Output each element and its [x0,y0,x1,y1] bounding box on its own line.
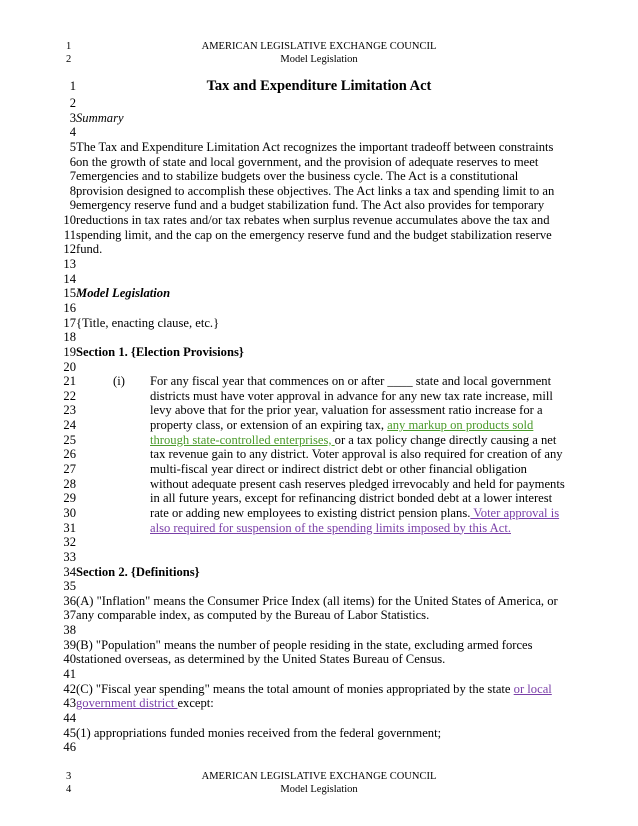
document-title: Tax and Expenditure Limitation Act [206,78,432,94]
line-number: 18 [63,330,76,345]
line-14 [0,272,638,287]
inserted-text-purple: government district [76,696,178,711]
line-number: 41 [63,666,76,681]
line-38 [0,623,638,638]
line-19 [0,345,638,360]
summary-heading: Summary [76,110,124,125]
definition-text [76,682,552,697]
line-number: 23 [63,403,76,418]
section-1-text: without adequate present cash reserves pledged irrevocably and held for payments [150,476,565,491]
line-number: 11 [63,227,76,242]
line-number: 14 [63,271,76,286]
line-31 [0,521,638,536]
line-number: 3 [69,110,76,125]
line-6 [0,155,638,170]
line-9 [0,198,638,213]
line-number: 35 [63,579,76,594]
line-3 [0,111,638,126]
summary-text: fund. [76,242,103,257]
definition-text: (1) appropriations funded monies received from the federal government; [76,725,442,740]
line-26 [0,447,638,462]
line-5 [0,140,638,155]
line-2 [0,96,638,111]
line-number: 33 [63,549,76,564]
line-39 [0,638,638,653]
document-body [0,76,638,755]
line-number: 42 [63,681,76,696]
line-number: 20 [63,359,76,374]
line-number: 4 [69,125,76,140]
line-7 [0,169,638,184]
line-17 [0,316,638,331]
section-1-text [150,418,533,433]
section-1-text [150,506,559,521]
line-number: 38 [63,623,76,638]
footer-subtitle: Model Legislation [280,784,358,795]
line-44 [0,711,638,726]
inserted-text-green: through state-controlled enterprises, [150,432,335,447]
footer-line-number: 4 [66,784,72,795]
line-number: 10 [63,213,76,228]
line-number: 29 [63,491,76,506]
line-36 [0,594,638,609]
model-legislation-heading: Model Legislation [76,286,171,301]
summary-text: emergencies and to stabilize budgets over the business cycle. The Act is a constitutional [76,169,519,184]
text-run: except: [177,696,214,711]
line-45 [0,726,638,741]
line-30 [0,506,638,521]
definition-text: any comparable index, as computed by the Bureau of Labor Statistics. [76,608,430,623]
line-number: 45 [63,725,76,740]
line-34 [0,565,638,580]
line-number: 27 [63,462,76,477]
line-40 [0,652,638,667]
header-line-number: 2 [66,54,72,65]
line-22 [0,389,638,404]
line-number: 2 [69,96,76,110]
text-run: property class, or extension of an expiring tax, [150,418,388,433]
summary-text: spending limit, and the cap on the emergency reserve fund and the budget stabilization reserve [76,227,552,242]
line-37 [0,608,638,623]
definition-text: (B) "Population" means the number of people residing in the state, excluding armed forces [76,637,533,652]
inserted-text-purple: also required for suspension of the spending limits imposed by this Act. [150,520,511,535]
subsection-marker: (i) [113,374,125,389]
line-number: 21 [63,374,76,389]
section-1-text: For any fiscal year that commences on or after ____ state and local government [150,374,552,389]
line-13 [0,257,638,272]
header-subtitle: Model Legislation [280,54,358,65]
summary-text: The Tax and Expenditure Limitation Act recognizes the important tradeoff between constraints [76,139,554,154]
definition-text: (A) "Inflation" means the Consumer Price Index (all items) for the United States of America, or [76,593,558,608]
inserted-text-purple: Voter approval is [470,505,560,520]
line-12 [0,242,638,257]
line-number: 36 [63,593,76,608]
line-21 [0,374,638,389]
definition-text [76,696,214,711]
line-46 [0,740,638,755]
line-25 [0,433,638,448]
enacting-clause: {Title, enacting clause, etc.} [76,315,220,330]
line-11 [0,228,638,243]
line-number: 16 [63,300,76,315]
summary-text: on the growth of state and local government, and the provision of adequate reserves to meet [76,154,539,169]
summary-text: emergency reserve fund and a budget stabilization fund. The Act also provides for temporary [76,198,545,213]
text-run: (C) "Fiscal year spending" means the total amount of monies appropriated by the state [76,681,514,696]
line-number: 8 [69,183,76,198]
line-number: 25 [63,432,76,447]
line-number: 9 [69,198,76,213]
line-number: 32 [63,535,76,550]
line-number: 34 [63,564,76,579]
line-number: 13 [63,257,76,272]
line-35 [0,579,638,594]
line-10 [0,213,638,228]
footer-line-number: 3 [66,771,72,782]
line-number: 22 [63,388,76,403]
line-33 [0,550,638,565]
line-8 [0,184,638,199]
line-number: 26 [63,447,76,462]
line-number: 12 [63,242,76,257]
line-number: 40 [63,652,76,667]
line-18 [0,330,638,345]
summary-text: reductions in tax rates and/or tax rebates when surplus revenue accumulates above the tax and [76,213,550,228]
summary-text: provision designed to accomplish these objectives. The Act links a tax and spending limit to an [76,183,555,198]
line-20 [0,360,638,375]
line-number: 30 [63,505,76,520]
text-run: or a tax policy change directly causing a net [334,432,557,447]
section-1-text: multi-fiscal year direct or indirect district debt or other financial obligation [150,462,527,477]
line-number: 37 [63,608,76,623]
section-1-heading: Section 1. {Election Provisions} [76,344,244,359]
line-number: 7 [69,169,76,184]
line-28 [0,477,638,492]
line-27 [0,462,638,477]
header-org: AMERICAN LEGISLATIVE EXCHANGE COUNCIL [201,41,437,52]
line-42 [0,682,638,697]
section-1-text: tax revenue gain to any district. Voter approval is also required for creation of any [150,447,563,462]
line-15 [0,286,638,301]
line-number: 31 [63,520,76,535]
line-number: 19 [63,344,76,359]
line-number: 46 [63,740,76,755]
line-41 [0,667,638,682]
line-number: 15 [63,286,76,301]
definition-text: stationed overseas, as determined by the United States Bureau of Census. [76,652,446,667]
line-number: 39 [63,637,76,652]
footer-org: AMERICAN LEGISLATIVE EXCHANGE COUNCIL [201,771,437,782]
section-1-text: in all future years, except for refinancing district bonded debt at a lower interest [150,491,553,506]
header-line-number: 1 [66,41,72,52]
line-number: 24 [63,418,76,433]
inserted-text-purple: or local [513,681,552,696]
text-run: rate or adding new employees to existing district pension plans. [150,505,471,520]
section-2-heading: Section 2. {Definitions} [76,564,200,579]
section-1-text: levy above that for the prior year, valuation for assessment ratio increase for a [150,403,543,418]
line-4 [0,125,638,140]
line-number: 44 [63,710,76,725]
line-1 [0,76,638,96]
section-1-text [150,433,556,448]
line-number: 43 [63,696,76,711]
section-1-text: districts must have voter approval in advance for any new tax rate increase, mill [150,388,553,403]
line-23 [0,403,638,418]
line-number: 6 [69,154,76,169]
line-29 [0,491,638,506]
line-32 [0,535,638,550]
line-number: 5 [69,139,76,154]
inserted-text-green: any markup on products sold [387,418,534,433]
line-24 [0,418,638,433]
line-number: 28 [63,476,76,491]
line-number: 1 [69,79,76,93]
line-number: 17 [63,315,76,330]
line-43 [0,696,638,711]
line-16 [0,301,638,316]
